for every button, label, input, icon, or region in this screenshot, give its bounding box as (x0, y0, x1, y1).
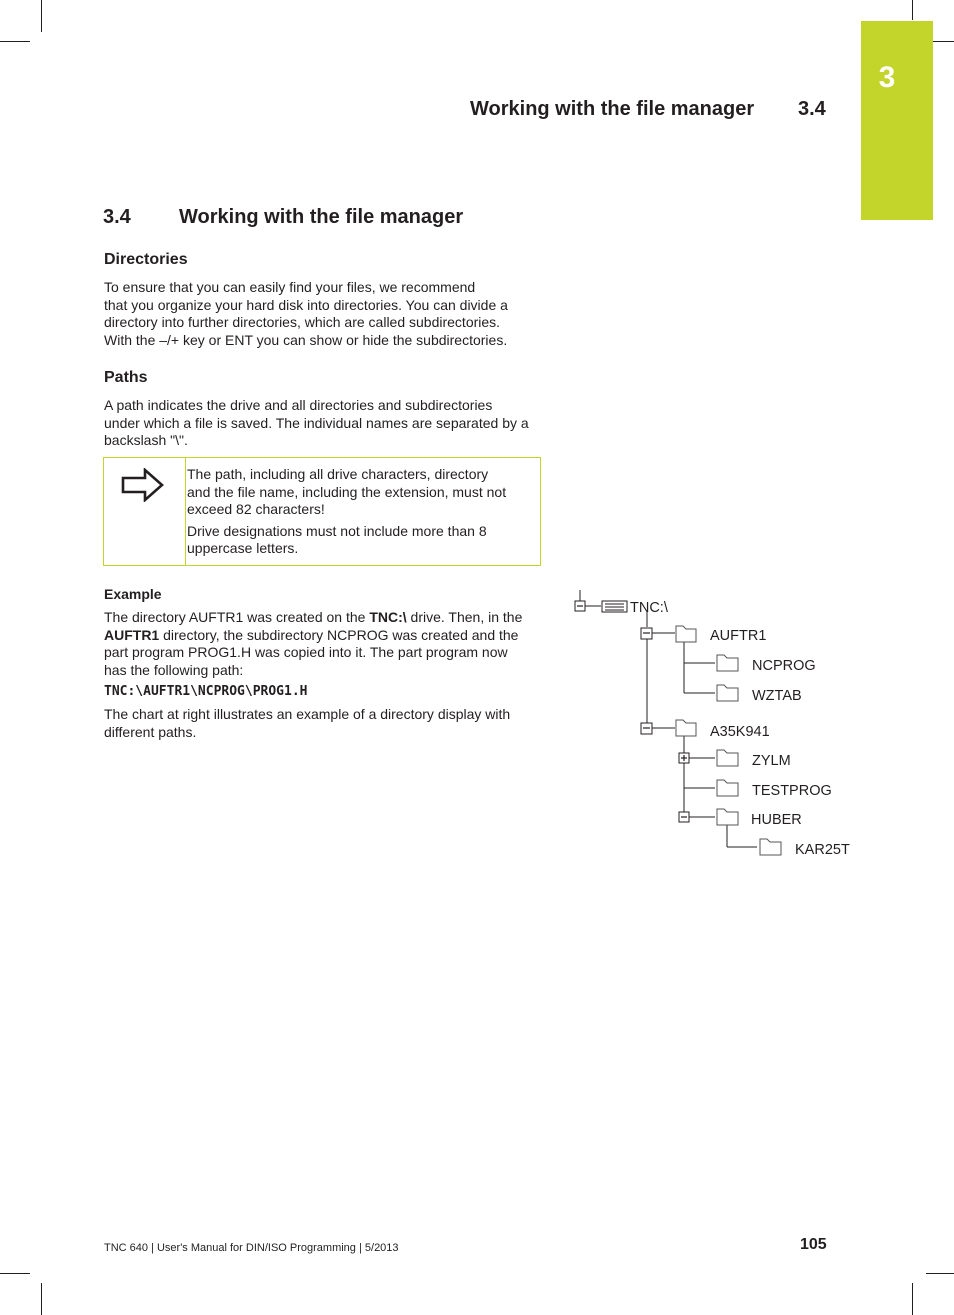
tree-node-label: ZYLM (752, 753, 791, 769)
note-paragraph (187, 466, 532, 519)
right-arrow-icon (121, 468, 165, 502)
text-run: directory, the subdirectory NCPROG was created and the (159, 626, 519, 643)
text-line: that you organize your hard disk into directories. You can divide a (104, 296, 508, 313)
folder-icon (676, 626, 696, 642)
chapter-number: 3 (878, 61, 896, 94)
note-paragraph (187, 523, 532, 558)
tree-node-label: HUBER (751, 812, 802, 828)
text-line: A path indicates the drive and all directories and subdirectories (104, 397, 493, 413)
paths-paragraph (104, 397, 544, 450)
crop-mark (912, 0, 913, 20)
text-line (104, 609, 544, 627)
paths-heading: Paths (104, 369, 148, 386)
note-box (103, 457, 541, 566)
example-path: TNC:\AUFTR1\NCPROG\PROG1.H (104, 684, 308, 699)
text-line: directory into further directories, which are called subdirectories. (104, 314, 501, 330)
running-head (470, 98, 830, 121)
text-line (104, 627, 544, 645)
folder-icon (760, 839, 781, 855)
note-divider (185, 458, 186, 565)
note-text (187, 466, 532, 562)
running-head-number: 3.4 (798, 98, 826, 120)
tree-node-label: TESTPROG (752, 783, 832, 799)
crop-mark (0, 41, 30, 42)
crop-mark (41, 0, 42, 32)
example-paragraph (104, 609, 544, 679)
text-line: different paths. (104, 723, 197, 740)
folder-icon (717, 750, 738, 766)
folder-icon (717, 780, 738, 796)
text-line: uppercase letters. (187, 540, 299, 556)
text-line: The chart at right illustrates an example of a directory display with (104, 706, 511, 722)
tree-node-label: AUFTR1 (710, 628, 767, 644)
text-line: and the file name, including the extension, must not (187, 483, 507, 500)
directories-paragraph (104, 279, 544, 349)
chapter-tab (861, 21, 933, 220)
section-title (103, 206, 463, 229)
footer-text: TNC 640 | User's Manual for DIN/ISO Programming | 5/2013 (104, 1242, 399, 1254)
tree-node-label: KAR25T (795, 842, 850, 858)
example-paragraph-2 (104, 706, 544, 741)
directories-heading: Directories (104, 251, 188, 268)
section-number: 3.4 (103, 206, 131, 228)
text-line: To ensure that you can easily find your files, we recommend (104, 279, 476, 295)
text-line: Drive designations must not include more than 8 (187, 522, 487, 539)
section-title-text: Working with the file manager (179, 206, 464, 228)
folder-icon (717, 809, 738, 825)
crop-mark (41, 1283, 42, 1315)
tree-node-label: A35K941 (710, 724, 770, 740)
text-run: The directory AUFTR1 was created on the (104, 609, 370, 625)
page-number: 105 (800, 1236, 827, 1253)
folder-icon (717, 655, 738, 671)
example-label: Example (104, 586, 162, 602)
text-line: has the following path: (104, 661, 244, 678)
crop-mark (912, 1283, 913, 1315)
text-line: With the –/+ key or ENT you can show or hide the subdirectories. (104, 331, 508, 348)
text-line: backslash "\". (104, 432, 188, 448)
text-line: under which a file is saved. The individual names are separated by a (104, 414, 529, 431)
text-line: The path, including all drive characters, directory (187, 466, 489, 482)
text-run-bold: TNC:\ (369, 609, 407, 625)
tree-node-label: NCPROG (752, 658, 816, 674)
text-run: drive. Then, in the (406, 609, 523, 625)
text-line: exceed 82 characters! (187, 501, 325, 517)
directory-tree (560, 590, 870, 870)
tree-drive-label: TNC:\ (630, 600, 668, 616)
text-line: part program PROG1.H was copied into it. The part program now (104, 644, 508, 660)
folder-icon (717, 685, 738, 701)
tree-node-label: WZTAB (752, 688, 802, 704)
crop-mark (0, 1273, 30, 1274)
running-head-title: Working with the file manager (470, 98, 755, 120)
text-run-bold: AUFTR1 (104, 626, 160, 643)
folder-icon (676, 720, 696, 736)
crop-mark (926, 1273, 954, 1274)
